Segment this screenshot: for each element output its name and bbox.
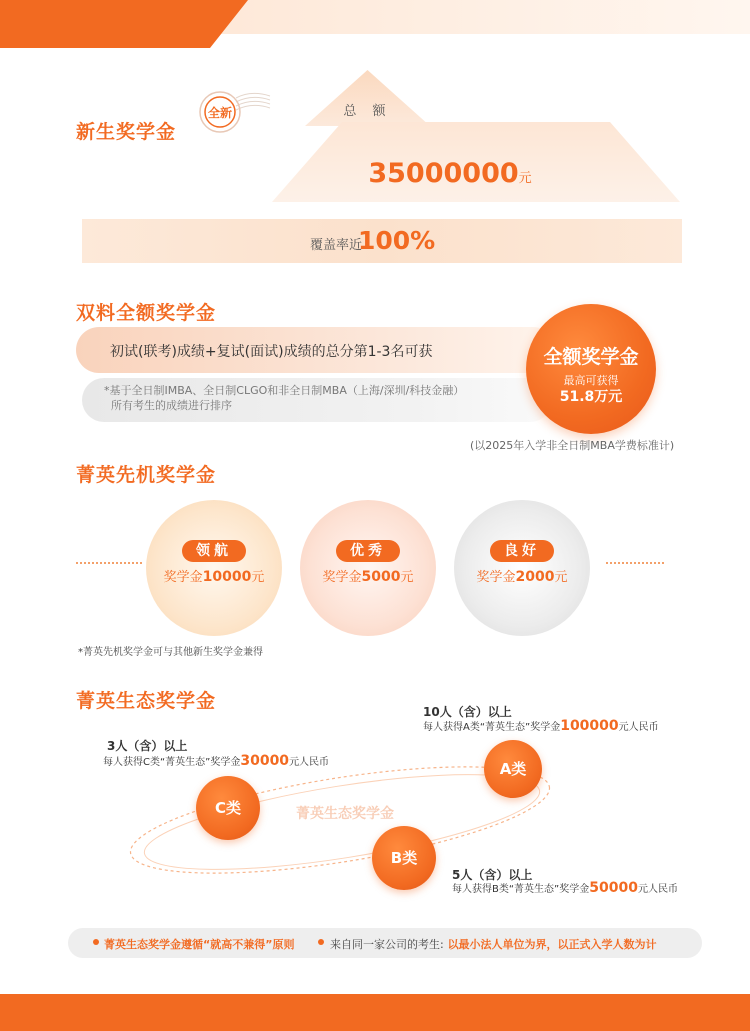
total-label: 总 额 [343,104,392,119]
tier-amount: 2000 [515,569,555,585]
coverage-value: 100% [358,226,436,255]
tuition-note: (以2025年入学非全日制MBA学费标准计) [470,439,675,452]
full-scholarship-badge [526,304,656,434]
category-a-desc [423,718,659,734]
tier-tag-good: 良好 [490,540,554,562]
tier-unit: 元 [400,570,414,585]
pioneer-section-title: 菁英先机奖学金 [76,464,217,486]
category-b-desc-pre: 每人获得B类“菁英生态”奖学金 [452,884,590,895]
new-stamp-icon [196,88,272,140]
stamp-text: 全新 [207,106,233,120]
category-a-desc-post: 元人民币 [618,722,659,733]
category-b-amount: 50000 [589,880,638,896]
bottom-bar [0,994,750,1031]
tier-value-lead [146,566,282,585]
badge-subtitle: 最高可获得 [563,374,619,387]
category-a-amount: 100000 [560,718,619,734]
tier-tag-excellent: 优秀 [336,540,400,562]
category-a-ball: A类 [484,740,542,798]
ranking-note-line1: *基于全日制IMBA、全日制CLGO和非全日制MBA（上海/深圳/科技金融） [104,384,465,397]
ranking-note [104,383,464,413]
total-amount [300,158,600,189]
bullet-dot [93,939,99,945]
category-b-desc [452,880,678,896]
tier-amount: 5000 [361,569,401,585]
rule-same-company-pre: 来自同一家公司的考生: [330,938,444,951]
dotted-divider-right [606,562,664,564]
dotted-divider-left [76,562,142,564]
bullet-dot [318,939,324,945]
category-c-ball: C类 [196,776,260,840]
tier-amount: 10000 [202,569,252,585]
pioneer-note: *菁英先机奖学金可与其他新生奖学金兼得 [78,647,263,658]
category-b-desc-post: 元人民币 [637,884,678,895]
double-full-section-title: 双料全额奖学金 [76,302,217,324]
category-c-desc-pre: 每人获得C类“菁英生态”奖学金 [103,757,241,768]
badge-title: 全额奖学金 [543,346,639,368]
category-a-desc-pre: 每人获得A类“菁英生态”奖学金 [423,722,561,733]
category-c-desc [103,753,329,769]
tier-unit: 元 [251,570,265,585]
tier-unit: 元 [554,570,568,585]
category-a-head: 10人（含）以上 [423,705,512,719]
ecology-section-title: 菁英生态奖学金 [76,690,217,712]
category-b-head: 5人（含）以上 [452,868,533,882]
tier-value-good [454,566,590,585]
tier-prefix: 奖学金 [163,570,203,585]
ranking-note-line2: 所有考生的成绩进行排序 [111,399,232,412]
tier-prefix: 奖学金 [322,570,362,585]
category-c-head: 3人（含）以上 [107,739,188,753]
ecology-watermark: 菁英生态奖学金 [296,806,394,822]
tier-tag-lead: 领航 [182,540,246,562]
total-amount-unit: 元 [518,171,532,186]
category-c-amount: 30000 [240,753,290,769]
category-c-desc-post: 元人民币 [289,757,330,768]
freshman-section-title: 新生奖学金 [76,121,177,143]
total-amount-value: 35000000 [368,158,519,189]
top-decorative-stripe [0,0,750,48]
rule-no-stacking: 菁英生态奖学金遵循“就高不兼得”原则 [104,938,295,951]
coverage-label: 覆盖率近 [310,238,363,253]
tier-value-excellent [300,566,436,585]
rule-same-company-post: 以最小法人单位为界，以正式入学人数为计 [447,938,657,951]
rule-text: 初试(联考)成绩+复试(面试)成绩的总分第1-3名可获 [110,344,433,360]
rule-same-company [330,936,657,952]
tier-prefix: 奖学金 [476,570,516,585]
category-b-ball: B类 [372,826,436,890]
badge-amount: 51.8万元 [559,389,623,405]
